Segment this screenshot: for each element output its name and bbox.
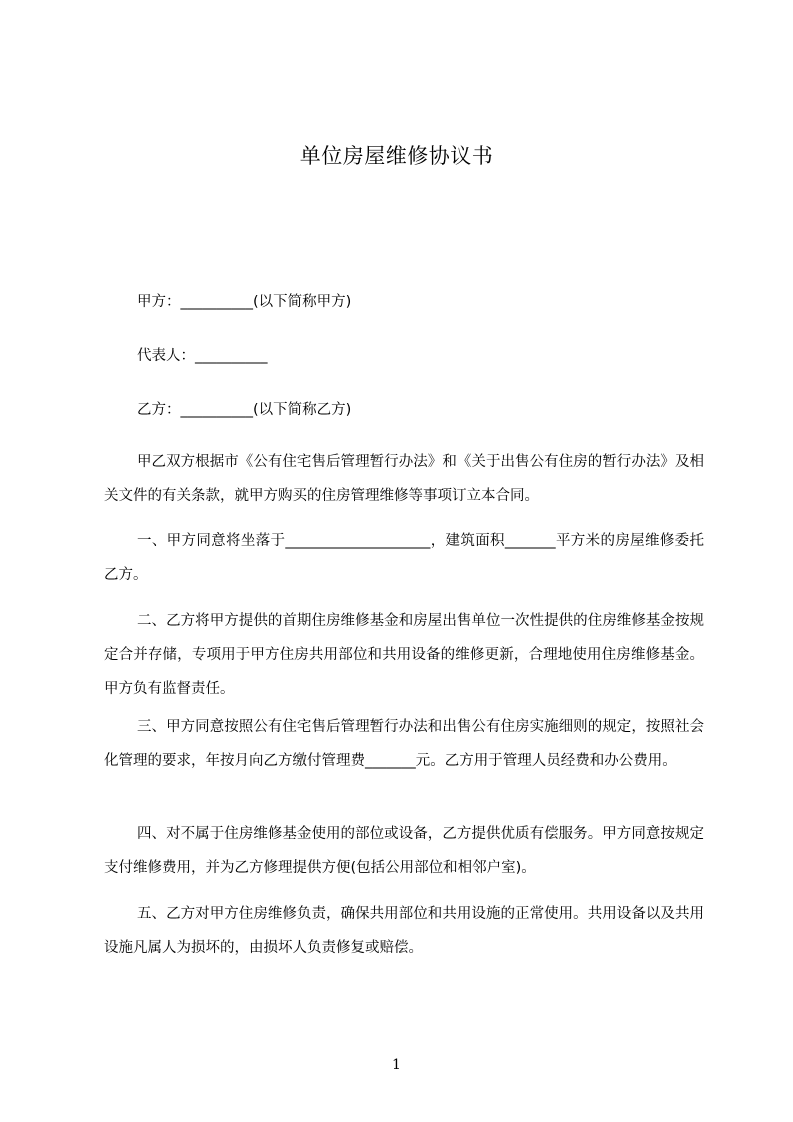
page-number: 1 bbox=[392, 1057, 401, 1073]
representative-line: 代表人：__________ bbox=[137, 348, 268, 364]
clause-1-paragraph: 一、甲方同意将坐落于____________________，建筑面积_______平方米的房屋维修委托乙方。 bbox=[104, 533, 704, 583]
party-b-line: 乙方：__________(以下简称乙方) bbox=[137, 402, 352, 418]
clause-5-paragraph: 五、乙方对甲方住房维修负责，确保共用部位和共用设施的正常使用。共用设备以及共用设施凡属人为损坏的，由损坏人负责修复或赔偿。 bbox=[104, 906, 704, 956]
clause-3-paragraph: 三、甲方同意按照公有住宅售后管理暂行办法和出售公有住房实施细则的规定，按照社会化管理的要求，年按月向乙方缴付管理费_______元。乙方用于管理人员经费和办公费用。 bbox=[104, 719, 704, 769]
preamble-paragraph: 甲乙双方根据市《公有住宅售后管理暂行办法》和《关于出售公有住房的暂行办法》及相关文件的有关条款，就甲方购买的住房管理维修等事项订立本合同。 bbox=[104, 454, 704, 504]
document-title: 单位房屋维修协议书 bbox=[299, 144, 494, 168]
clause-4-paragraph: 四、对不属于住房维修基金使用的部位或设备，乙方提供优质有偿服务。甲方同意按规定支付维修费用，并为乙方修理提供方便(包括公用部位和相邻户室)。 bbox=[104, 826, 704, 876]
clause-2-paragraph: 二、乙方将甲方提供的首期住房维修基金和房屋出售单位一次性提供的住房维修基金按规定合并存储，专项用于甲方住房共用部位和共用设备的维修更新，合理地使用住房维修基金。甲方负有监督责任。 bbox=[104, 613, 704, 697]
party-a-line: 甲方：__________(以下简称甲方) bbox=[137, 294, 352, 310]
